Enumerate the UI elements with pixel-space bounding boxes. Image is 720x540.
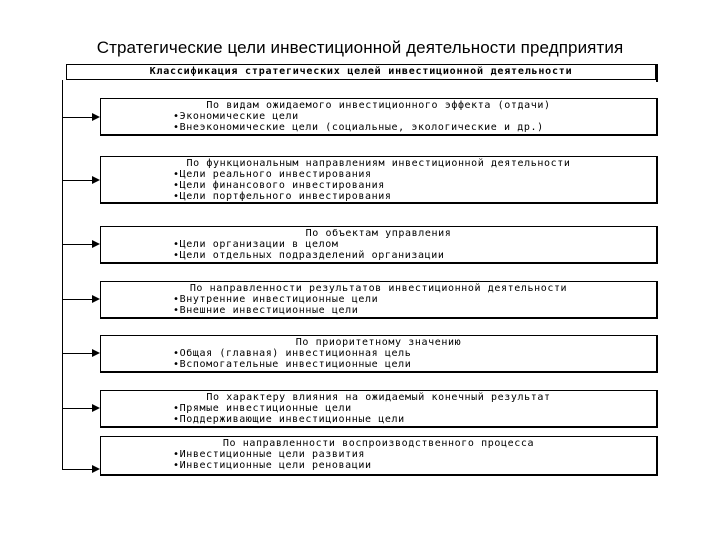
category-box-effect: [100, 98, 658, 136]
category-item: • Внеэкономические цели (социальные, экологические и др.): [105, 122, 652, 133]
category-box-priority: [100, 335, 658, 373]
category-box-reproduction: [100, 436, 658, 476]
connector-arrow: [62, 353, 92, 354]
category-item: • Инвестиционные цели развития: [105, 449, 652, 460]
category-item: • Внешние инвестиционные цели: [105, 305, 652, 316]
connector-arrow: [62, 299, 92, 300]
category-box-influence: [100, 390, 658, 428]
category-box-objects: [100, 226, 658, 264]
connector-arrow: [62, 469, 92, 470]
category-item: • Прямые инвестиционные цели: [105, 403, 652, 414]
category-item: • Цели отдельных подразделений организации: [105, 250, 652, 261]
category-item: • Внутренние инвестиционные цели: [105, 294, 652, 305]
connector-rail: [62, 80, 63, 470]
category-heading: По функциональным направлениям инвестиционной деятельности: [186, 158, 571, 169]
category-heading: По характеру влияния на ожидаемый конечный результат: [206, 392, 551, 403]
header-shadow: [656, 64, 658, 82]
category-item: • Цели реального инвестирования: [105, 169, 652, 180]
classification-header: Классификация стратегических целей инвестиционной деятельности: [66, 64, 656, 80]
category-item: • Общая (главная) инвестиционная цель: [105, 348, 652, 359]
category-item: • Цели организации в целом: [105, 239, 652, 250]
category-item: • Поддерживающие инвестиционные цели: [105, 414, 652, 425]
connector-arrow: [62, 180, 92, 181]
category-heading: По направленности результатов инвестиционной деятельности: [189, 283, 568, 294]
category-item: • Вспомогательные инвестиционные цели: [105, 359, 652, 370]
category-box-functional: [100, 156, 658, 204]
category-item: • Инвестиционные цели реновации: [105, 460, 652, 471]
category-heading: По приоритетному значению: [295, 337, 462, 348]
category-item: • Экономические цели: [105, 111, 652, 122]
connector-arrow: [62, 408, 92, 409]
connector-arrow: [62, 117, 92, 118]
category-item: • Цели портфельного инвестирования: [105, 191, 652, 202]
category-heading: По видам ожидаемого инвестиционного эффекта (отдачи): [206, 100, 551, 111]
category-item: • Цели финансового инвестирования: [105, 180, 652, 191]
page-title: Стратегические цели инвестиционной деятельности предприятия: [96, 38, 624, 57]
connector-arrow: [62, 244, 92, 245]
category-heading: По объектам управления: [305, 228, 452, 239]
category-box-direction: [100, 281, 658, 319]
category-heading: По направленности воспроизводственного процесса: [222, 438, 535, 449]
